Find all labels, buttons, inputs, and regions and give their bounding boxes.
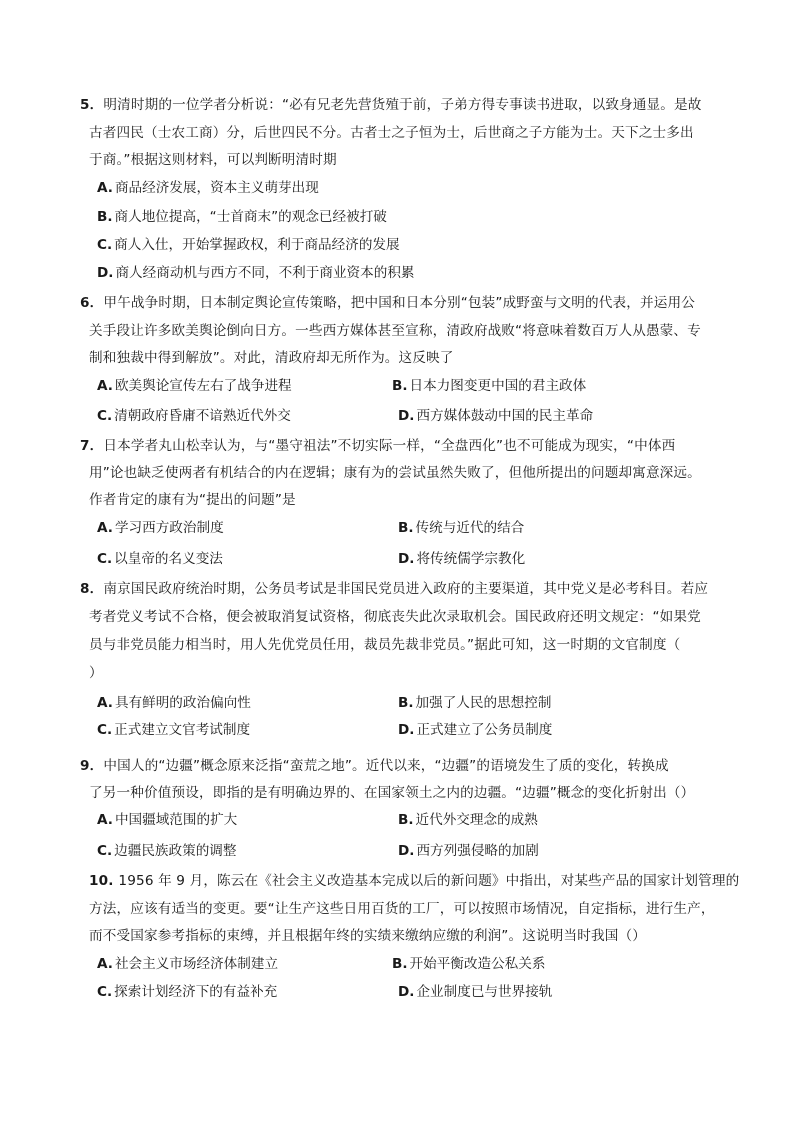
option-a: A. 欧美舆论宣传左右了战争进程 [97, 378, 292, 394]
option-d: D. 企业制度已与世界接轨 [398, 984, 553, 1000]
option-c: C. 边疆民族政策的调整 [97, 843, 237, 859]
option-c: C. 商人入仕，开始掌握政权，利于商品经济的发展 [97, 237, 400, 253]
option-a: A. 中国疆域范围的扩大 [97, 812, 238, 828]
option-b: B. 商人地位提高，“士首商末”的观念已经被打破 [97, 209, 387, 225]
question-stem-line: 制和独裁中得到解放”。对此，清政府却无所作为。这反映了 [89, 350, 454, 366]
question-number: 10 [89, 873, 109, 889]
option-b: B. 传统与近代的结合 [398, 520, 525, 536]
option-c: C. 正式建立文官考试制度 [97, 722, 251, 738]
question-stem-line: 方法，应该有适当的变更。要“让生产这些日用百货的工厂，可以按照市场情况，自定指标，进行生产， [89, 901, 715, 917]
question-number: 6 [80, 295, 90, 311]
question-stem-line: 7．日本学者丸山松幸认为，与“墨守祖法”不切实际一样，“全盘西化”也不可能成为现实，“中体西 [80, 438, 676, 454]
option-b: B. 加强了人民的思想控制 [398, 695, 552, 711]
question-stem-line: 5．明清时期的一位学者分析说：“必有兄老先营货殖于前，子弟方得专事读书进取，以致身通显。是故 [80, 97, 702, 113]
question-stem-line: 员与非党员能力相当时，用人先优党员任用，裁员先裁非党员。”据此可知，这一时期的文官制度（ [89, 637, 681, 653]
option-d: D. 西方列强侵略的加剧 [398, 843, 539, 859]
option-a: A. 具有鲜明的政治偏向性 [97, 695, 251, 711]
question-stem-line: ） [89, 665, 103, 681]
question-stem-line: 考者党义考试不合格，便会被取消复试资格，彻底丧失此次录取机会。国民政府还明文规定：“如果党 [89, 609, 701, 625]
option-d: D. 西方媒体鼓动中国的民主革命 [398, 408, 594, 424]
option-c: C. 清朝政府昏庸不谙熟近代外交 [97, 408, 291, 424]
question-stem-line: 关手段让许多欧美舆论倒向日方。一些西方媒体甚至宣称，清政府战败“将意味着数百万人从愚蒙、专 [89, 323, 701, 339]
question-number: 5 [80, 97, 90, 113]
question-stem-line: 10. 1956 年 9 月，陈云在《社会主义改造基本完成以后的新问题》中指出，对某些产品的国家计划管理的 [89, 873, 740, 889]
question-number: 8 [80, 581, 90, 597]
question-stem-line: 了另一种价值预设，即指的是有明确边界的、在国家领土之内的边疆。“边疆”概念的变化折射出（） [89, 785, 695, 801]
question-stem-line: 于商。”根据这则材料，可以判断明清时期 [89, 152, 337, 168]
option-b: B. 日本力图变更中国的君主政体 [392, 378, 587, 394]
option-d: D. 正式建立了公务员制度 [398, 722, 553, 738]
question-number: 9 [80, 758, 90, 774]
option-a: A. 商品经济发展，资本主义萌芽出现 [97, 180, 319, 196]
option-b: B. 开始平衡改造公私关系 [392, 956, 546, 972]
question-stem-line: 8．南京国民政府统治时期，公务员考试是非国民党员进入政府的主要渠道，其中党义是必考科目。若应 [80, 581, 709, 597]
option-d: D. 商人经商动机与西方不同，不利于商业资本的积累 [97, 265, 415, 281]
question-stem-line: 用”论也缺乏使两者有机结合的内在逻辑；康有为的尝试虽然失败了，但他所提出的问题却寓意深远。 [89, 465, 701, 481]
option-d: D. 将传统儒学宗教化 [398, 551, 526, 567]
option-a: A. 社会主义市场经济体制建立 [97, 956, 279, 972]
question-stem-line: 作者肯定的康有为“提出的问题”是 [89, 492, 296, 508]
question-stem-line: 而不受国家参考指标的束缚，并且根据年终的实绩来缴纳应缴的利润”。这说明当时我国（） [89, 928, 646, 944]
option-a: A. 学习西方政治制度 [97, 520, 224, 536]
option-b: B. 近代外交理念的成熟 [398, 812, 538, 828]
option-c: C. 以皇帝的名义变法 [97, 551, 223, 567]
question-number: 7 [80, 438, 90, 454]
question-stem-line: 古者四民（士农工商）分，后世四民不分。古者士之子恒为士，后世商之子方能为士。天下之士多出 [89, 125, 694, 141]
option-c: C. 探索计划经济下的有益补充 [97, 984, 278, 1000]
question-stem-line: 6．甲午战争时期，日本制定舆论宣传策略，把中国和日本分别“包装”成野蛮与文明的代表，并运用公 [80, 295, 695, 311]
question-stem-line: 9．中国人的“边疆”概念原来泛指“蛮荒之地”。近代以来，“边疆”的语境发生了质的变化，转换成 [80, 758, 669, 774]
